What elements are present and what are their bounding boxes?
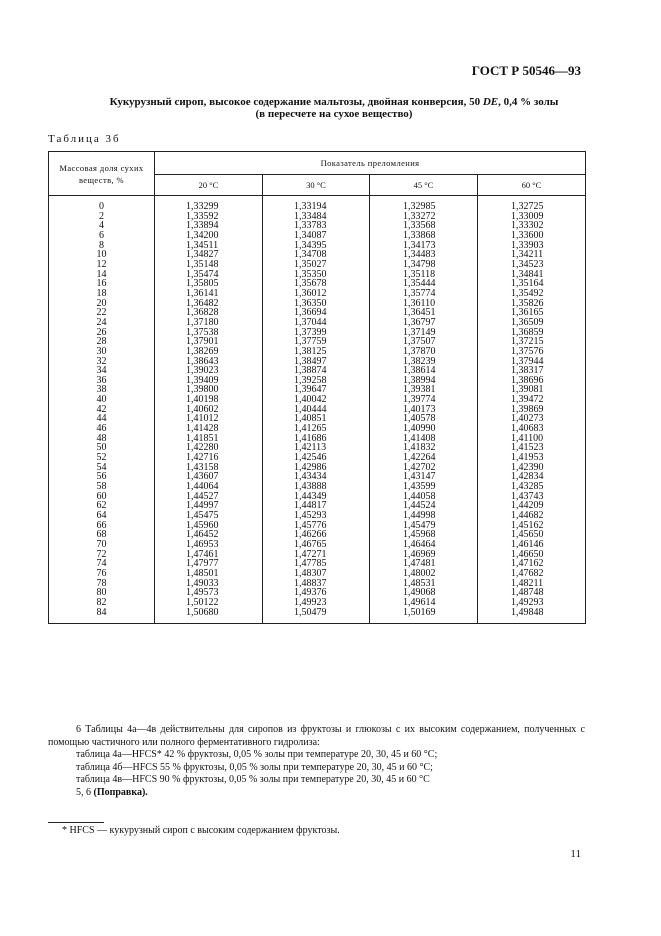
- refractive-index-cell: 1,43607: [155, 472, 263, 482]
- refractive-index-cell: 1,45776: [263, 521, 370, 531]
- refractive-index-cell: 1,46969: [370, 550, 478, 560]
- refractive-index-cell: 1,50479: [263, 608, 370, 624]
- note-line: таблица 4а—HFCS* 42 % фруктозы, 0,05 % золы при температуре 20, 30, 45 и 60 °С;: [76, 749, 438, 760]
- refractive-index-cell: 1,45162: [478, 521, 586, 531]
- refractive-index-cell: 1,35678: [263, 279, 370, 289]
- refractive-index-cell: 1,33302: [478, 221, 586, 231]
- refractive-index-cell: 1,49293: [478, 598, 586, 608]
- refractive-index-cell: 1,38125: [263, 347, 370, 357]
- amendment-label: (Поправка).: [93, 786, 148, 798]
- refractive-index-cell: 1,40990: [370, 424, 478, 434]
- dry-matter-cell: 8: [49, 241, 155, 251]
- refractive-index-cell: 1,44064: [155, 482, 263, 492]
- page-number: 11: [570, 848, 581, 860]
- refractive-index-cell: 1,36509: [478, 318, 586, 328]
- refractive-index-cell: 1,42264: [370, 453, 478, 463]
- dry-matter-cell: 54: [49, 463, 155, 473]
- dry-matter-cell: 74: [49, 559, 155, 569]
- amendment-line: [48, 787, 585, 800]
- refractive-index-cell: 1,43285: [478, 482, 586, 492]
- dry-matter-cell: 2: [49, 212, 155, 222]
- refractive-index-cell: 1,41265: [263, 424, 370, 434]
- dry-matter-cell: 82: [49, 598, 155, 608]
- temp-header: 60 °C: [478, 175, 586, 196]
- refractive-index-cell: 1,45968: [370, 530, 478, 540]
- dry-matter-cell: 56: [49, 472, 155, 482]
- refractive-index-cell: 1,49376: [263, 588, 370, 598]
- refractive-index-cell: 1,36110: [370, 299, 478, 309]
- refractive-index-cell: 1,37399: [263, 328, 370, 338]
- refractive-index-cell: 1,32725: [478, 196, 586, 212]
- refractive-index-cell: 1,33894: [155, 221, 263, 231]
- dry-matter-cell: 10: [49, 250, 155, 260]
- dry-matter-cell: 18: [49, 289, 155, 299]
- refractive-index-cell: 1,36828: [155, 308, 263, 318]
- refractive-index-cell: 1,46266: [263, 530, 370, 540]
- notes-section: [48, 724, 585, 799]
- refractive-index-cell: 1,34173: [370, 241, 478, 251]
- dry-matter-cell: 50: [49, 443, 155, 453]
- refractive-index-cell: 1,34483: [370, 250, 478, 260]
- temp-header: 20 °C: [155, 175, 263, 196]
- refractive-index-cell: 1,42280: [155, 443, 263, 453]
- refractive-index-cell: 1,35444: [370, 279, 478, 289]
- refractive-index-cell: 1,36165: [478, 308, 586, 318]
- dry-matter-cell: 60: [49, 492, 155, 502]
- refractive-index-cell: 1,47682: [478, 569, 586, 579]
- title-line1-end: , 0,4 % золы: [498, 96, 559, 108]
- refractive-index-cell: 1,41100: [478, 434, 586, 444]
- refractive-index-cell: 1,36141: [155, 289, 263, 299]
- dry-matter-cell: 4: [49, 221, 155, 231]
- refractive-index-cell: 1,49848: [478, 608, 586, 624]
- dry-matter-cell: 52: [49, 453, 155, 463]
- first-column-header: Массовая доля сухих веществ, %: [49, 152, 155, 196]
- dry-matter-cell: 68: [49, 530, 155, 540]
- refractive-index-cell: 1,47271: [263, 550, 370, 560]
- dry-matter-cell: 78: [49, 579, 155, 589]
- refractive-index-cell: 1,34511: [155, 241, 263, 251]
- refractive-index-cell: 1,49068: [370, 588, 478, 598]
- refractive-index-cell: 1,33272: [370, 212, 478, 222]
- refractive-index-cell: 1,40578: [370, 414, 478, 424]
- refractive-index-cell: 1,43158: [155, 463, 263, 473]
- dry-matter-cell: 6: [49, 231, 155, 241]
- refractive-index-cell: 1,34708: [263, 250, 370, 260]
- refractive-index-cell: 1,41686: [263, 434, 370, 444]
- dry-matter-cell: 42: [49, 405, 155, 415]
- dry-matter-cell: 44: [49, 414, 155, 424]
- refractive-index-cell: 1,37044: [263, 318, 370, 328]
- refractive-index-cell: 1,38994: [370, 376, 478, 386]
- refractive-index-cell: 1,39472: [478, 395, 586, 405]
- refractive-index-cell: 1,37149: [370, 328, 478, 338]
- refractive-index-cell: 1,38317: [478, 366, 586, 376]
- refractive-index-cell: 1,48211: [478, 579, 586, 589]
- refractive-index-cell: 1,43743: [478, 492, 586, 502]
- refractive-index-cell: 1,37538: [155, 328, 263, 338]
- refractive-index-cell: 1,44058: [370, 492, 478, 502]
- refractive-index-cell: 1,36859: [478, 328, 586, 338]
- refractive-index-cell: 1,33592: [155, 212, 263, 222]
- refractive-index-cell: 1,45650: [478, 530, 586, 540]
- refractive-index-cell: 1,39869: [478, 405, 586, 415]
- dry-matter-cell: 70: [49, 540, 155, 550]
- dry-matter-cell: 48: [49, 434, 155, 444]
- dry-matter-cell: 14: [49, 270, 155, 280]
- refractive-index-cell: 1,40602: [155, 405, 263, 415]
- refractive-index-cell: 1,45475: [155, 511, 263, 521]
- dry-matter-cell: 0: [49, 196, 155, 212]
- refractive-index-cell: 1,33299: [155, 196, 263, 212]
- refractive-index-cell: 1,48531: [370, 579, 478, 589]
- refractive-index-cell: 1,41428: [155, 424, 263, 434]
- refractive-index-cell: 1,48501: [155, 569, 263, 579]
- dry-matter-cell: 16: [49, 279, 155, 289]
- refractive-index-cell: 1,39081: [478, 385, 586, 395]
- refractive-index-cell: 1,40042: [263, 395, 370, 405]
- refractive-index-cell: 1,50680: [155, 608, 263, 624]
- refractive-index-cell: 1,44817: [263, 501, 370, 511]
- dry-matter-cell: 34: [49, 366, 155, 376]
- refractive-index-cell: 1,45293: [263, 511, 370, 521]
- refractive-index-cell: 1,39647: [263, 385, 370, 395]
- refractive-index-cell: 1,42113: [263, 443, 370, 453]
- refractive-index-cell: 1,41953: [478, 453, 586, 463]
- refractive-index-cell: 1,33868: [370, 231, 478, 241]
- refractive-index-cell: 1,34827: [155, 250, 263, 260]
- refractive-index-cell: 1,48002: [370, 569, 478, 579]
- refractive-index-cell: 1,42716: [155, 453, 263, 463]
- refractive-index-cell: 1,44997: [155, 501, 263, 511]
- refractive-index-cell: 1,40444: [263, 405, 370, 415]
- amendment-number: 5, 6: [76, 786, 91, 798]
- refractive-index-cell: 1,48307: [263, 569, 370, 579]
- refractive-index-cell: 1,38497: [263, 357, 370, 367]
- refractive-index-cell: 1,35826: [478, 299, 586, 309]
- refractive-index-cell: 1,36482: [155, 299, 263, 309]
- refractive-index-cell: 1,38874: [263, 366, 370, 376]
- refractive-index-cell: 1,46452: [155, 530, 263, 540]
- table-row: [49, 196, 586, 212]
- title-de: DE: [482, 96, 499, 108]
- refractive-index-cell: 1,42546: [263, 453, 370, 463]
- dry-matter-cell: 24: [49, 318, 155, 328]
- refractive-index-cell: 1,35027: [263, 260, 370, 270]
- refractive-index-cell: 1,33568: [370, 221, 478, 231]
- refractive-index-cell: 1,35474: [155, 270, 263, 280]
- dry-matter-cell: 32: [49, 357, 155, 367]
- refraction-table: [48, 151, 586, 624]
- dry-matter-cell: 72: [49, 550, 155, 560]
- refractive-index-cell: 1,46765: [263, 540, 370, 550]
- refractive-index-cell: 1,33903: [478, 241, 586, 251]
- refractive-index-cell: 1,33600: [478, 231, 586, 241]
- refractive-index-cell: 1,35774: [370, 289, 478, 299]
- refractive-index-cell: 1,34523: [478, 260, 586, 270]
- refractive-index-cell: 1,36694: [263, 308, 370, 318]
- refractive-index-cell: 1,32985: [370, 196, 478, 212]
- dry-matter-cell: 28: [49, 337, 155, 347]
- refractive-index-cell: 1,33783: [263, 221, 370, 231]
- refractive-index-cell: 1,43434: [263, 472, 370, 482]
- refractive-index-cell: 1,34841: [478, 270, 586, 280]
- refractive-index-cell: 1,37576: [478, 347, 586, 357]
- refractive-index-cell: 1,47977: [155, 559, 263, 569]
- dry-matter-cell: 36: [49, 376, 155, 386]
- refractive-index-cell: 1,39409: [155, 376, 263, 386]
- dry-matter-cell: 64: [49, 511, 155, 521]
- refractive-index-cell: 1,40198: [155, 395, 263, 405]
- refractive-index-cell: 1,35350: [263, 270, 370, 280]
- refractive-index-cell: 1,44349: [263, 492, 370, 502]
- refractive-index-cell: 1,38239: [370, 357, 478, 367]
- refractive-index-cell: 1,33484: [263, 212, 370, 222]
- refractive-index-cell: 1,50122: [155, 598, 263, 608]
- refractive-index-cell: 1,45960: [155, 521, 263, 531]
- refractive-index-cell: 1,37215: [478, 337, 586, 347]
- refractive-index-cell: 1,43599: [370, 482, 478, 492]
- refractive-index-cell: 1,49573: [155, 588, 263, 598]
- refractive-index-cell: 1,43888: [263, 482, 370, 492]
- refractive-index-cell: 1,34200: [155, 231, 263, 241]
- refractive-index-cell: 1,45479: [370, 521, 478, 531]
- refractive-index-cell: 1,49614: [370, 598, 478, 608]
- refractive-index-cell: 1,42702: [370, 463, 478, 473]
- refractive-index-cell: 1,37759: [263, 337, 370, 347]
- refractive-index-cell: 1,38614: [370, 366, 478, 376]
- temp-header: 45 °C: [370, 175, 478, 196]
- refractive-index-cell: 1,46464: [370, 540, 478, 550]
- refractive-index-cell: 1,49923: [263, 598, 370, 608]
- refractive-index-cell: 1,48748: [478, 588, 586, 598]
- refractive-index-cell: 1,34395: [263, 241, 370, 251]
- refractive-index-cell: 1,47481: [370, 559, 478, 569]
- refractive-index-cell: 1,48837: [263, 579, 370, 589]
- refractive-index-cell: 1,41851: [155, 434, 263, 444]
- refractive-index-cell: 1,41012: [155, 414, 263, 424]
- refractive-index-cell: 1,35148: [155, 260, 263, 270]
- dry-matter-cell: 66: [49, 521, 155, 531]
- refractive-index-cell: 1,34211: [478, 250, 586, 260]
- refractive-index-cell: 1,36350: [263, 299, 370, 309]
- table-label: Таблица 3б: [48, 133, 121, 145]
- title-line2: (в пересчете на сухое вещество): [255, 108, 413, 120]
- title-line1: Кукурузный сироп, высокое содержание мальтозы, двойная конверсия, 50: [109, 96, 483, 108]
- refractive-index-cell: 1,37180: [155, 318, 263, 328]
- dry-matter-cell: 46: [49, 424, 155, 434]
- refractive-index-cell: 1,36451: [370, 308, 478, 318]
- refractive-index-cell: 1,49033: [155, 579, 263, 589]
- footnote-rule: [48, 822, 104, 823]
- dry-matter-cell: 84: [49, 608, 155, 624]
- refractive-index-cell: 1,33194: [263, 196, 370, 212]
- refractive-index-cell: 1,42986: [263, 463, 370, 473]
- table-row: [49, 608, 586, 624]
- refractive-index-cell: 1,37870: [370, 347, 478, 357]
- dry-matter-cell: 30: [49, 347, 155, 357]
- refractive-index-cell: 1,39023: [155, 366, 263, 376]
- refractive-index-cell: 1,34798: [370, 260, 478, 270]
- refractive-index-cell: 1,38696: [478, 376, 586, 386]
- refractive-index-cell: 1,41832: [370, 443, 478, 453]
- dry-matter-cell: 58: [49, 482, 155, 492]
- refractive-index-cell: 1,41523: [478, 443, 586, 453]
- table-title: [60, 96, 608, 120]
- dry-matter-cell: 22: [49, 308, 155, 318]
- refractive-index-cell: 1,43147: [370, 472, 478, 482]
- refractive-index-cell: 1,39258: [263, 376, 370, 386]
- refractive-index-cell: 1,35118: [370, 270, 478, 280]
- refractive-index-cell: 1,40173: [370, 405, 478, 415]
- refractive-index-cell: 1,46650: [478, 550, 586, 560]
- refractive-index-cell: 1,42834: [478, 472, 586, 482]
- refractive-index-cell: 1,40683: [478, 424, 586, 434]
- refractive-index-cell: 1,47162: [478, 559, 586, 569]
- refractive-index-cell: 1,42390: [478, 463, 586, 473]
- refractive-index-cell: 1,40273: [478, 414, 586, 424]
- refractive-index-cell: 1,37901: [155, 337, 263, 347]
- dry-matter-cell: 80: [49, 588, 155, 598]
- refractive-index-cell: 1,39381: [370, 385, 478, 395]
- refractive-index-cell: 1,44524: [370, 501, 478, 511]
- refractive-index-cell: 1,37944: [478, 357, 586, 367]
- refractive-index-cell: 1,36012: [263, 289, 370, 299]
- dry-matter-cell: 12: [49, 260, 155, 270]
- refractive-index-cell: 1,41408: [370, 434, 478, 444]
- refractive-index-cell: 1,38269: [155, 347, 263, 357]
- standard-number: ГОСТ Р 50546—93: [471, 63, 581, 78]
- dry-matter-cell: 38: [49, 385, 155, 395]
- refractive-index-cell: 1,44682: [478, 511, 586, 521]
- refractive-index-cell: 1,35805: [155, 279, 263, 289]
- refractive-index-cell: 1,35164: [478, 279, 586, 289]
- refractive-index-cell: 1,34087: [263, 231, 370, 241]
- refractive-index-cell: 1,37507: [370, 337, 478, 347]
- refractive-index-cell: 1,44209: [478, 501, 586, 511]
- note-line: таблица 4б—HFCS 55 % фруктозы, 0,05 % золы при температуре 20, 30, 45 и 60 °С;: [76, 761, 433, 773]
- refractive-index-cell: 1,47785: [263, 559, 370, 569]
- footnote: * HFCS — кукурузный сироп с высоким содержанием фруктозы.: [62, 825, 340, 836]
- refractive-index-cell: 1,44998: [370, 511, 478, 521]
- dry-matter-cell: 76: [49, 569, 155, 579]
- refractive-index-cell: 1,39800: [155, 385, 263, 395]
- note-paragraph: 6 Таблицы 4а—4в действительны для сиропов из фруктозы и глюкозы с их высоким содержанием, полученных с помощью частичного или полного ферментативного гидролиза:: [48, 724, 585, 748]
- dry-matter-cell: 20: [49, 299, 155, 309]
- refractive-index-cell: 1,38643: [155, 357, 263, 367]
- group-header: Показатель преломления: [155, 152, 586, 175]
- note-line: таблица 4в—HFCS 90 % фруктозы, 0,05 % золы при температуре 20, 30, 45 и 60 °С: [76, 774, 430, 785]
- temp-header: 30 °C: [263, 175, 370, 196]
- refractive-index-cell: 1,50169: [370, 608, 478, 624]
- dry-matter-cell: 62: [49, 501, 155, 511]
- dry-matter-cell: 26: [49, 328, 155, 338]
- dry-matter-cell: 40: [49, 395, 155, 405]
- refractive-index-cell: 1,46146: [478, 540, 586, 550]
- refractive-index-cell: 1,47461: [155, 550, 263, 560]
- refractive-index-cell: 1,36797: [370, 318, 478, 328]
- refractive-index-cell: 1,35492: [478, 289, 586, 299]
- refractive-index-cell: 1,39774: [370, 395, 478, 405]
- refractive-index-cell: 1,33009: [478, 212, 586, 222]
- refractive-index-cell: 1,46953: [155, 540, 263, 550]
- refractive-index-cell: 1,40851: [263, 414, 370, 424]
- refractive-index-cell: 1,44527: [155, 492, 263, 502]
